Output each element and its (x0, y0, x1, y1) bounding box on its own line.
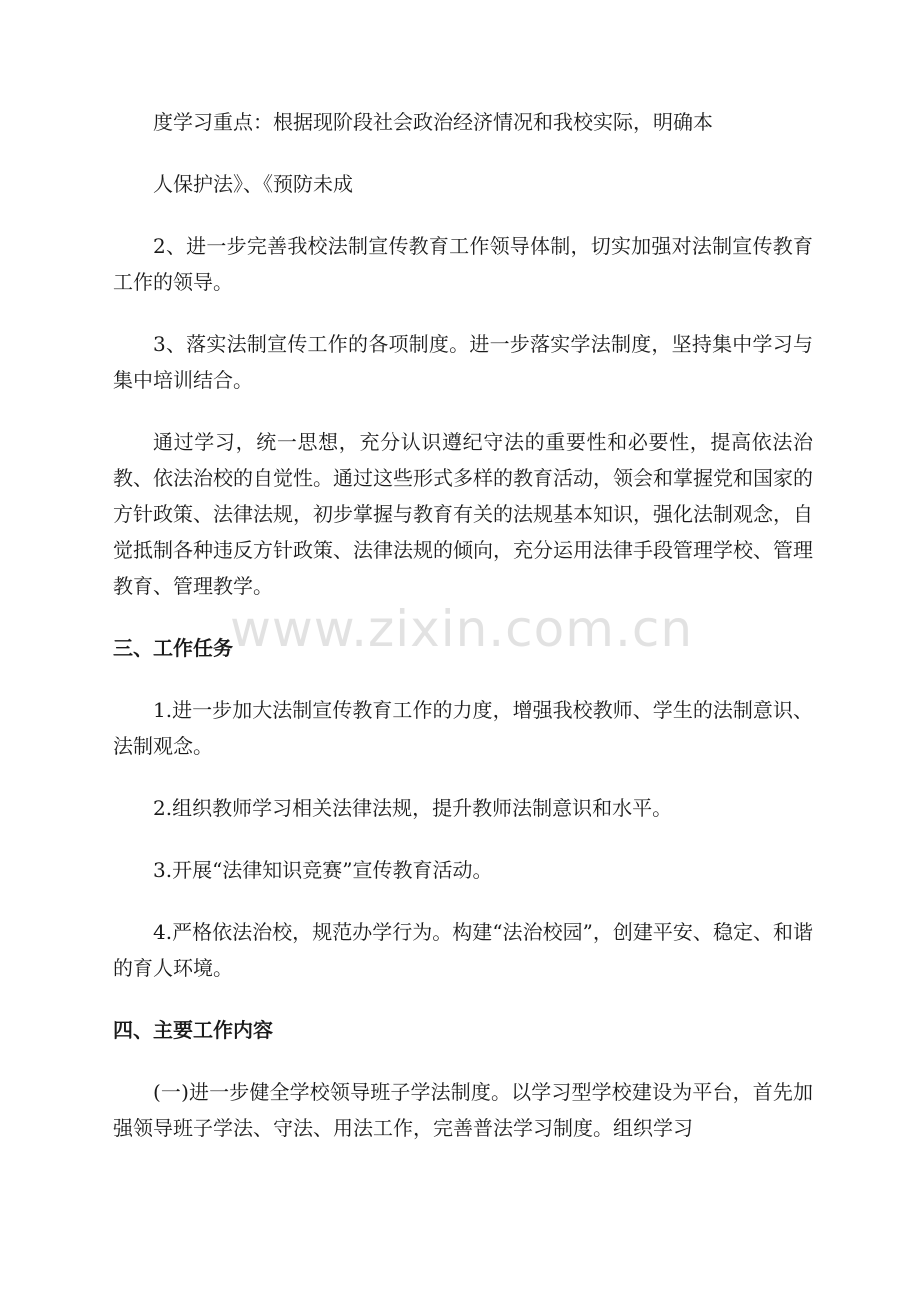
paragraph-leadership-system: 2、进一步完善我校法制宣传教育工作领导体制，切实加强对法制宣传教育工作的领导。 (113, 234, 813, 294)
paragraph-protection-law: 人保护法》、《预防未成 (153, 172, 353, 196)
task-item-4: 4.严格依法治校，规范办学行为。构建“法治校园”，创建平安、稳定、和谐的育人环境。 (113, 920, 813, 980)
paragraph-study-focus: 度学习重点：根据现阶段社会政治经济情况和我校实际，明确本 (153, 110, 713, 134)
section-heading-tasks: 三、工作任务 (113, 636, 233, 660)
task-item-1: 1.进一步加大法制宣传教育工作的力度，增强我校教师、学生的法制意识、法制观念。 (113, 698, 813, 758)
task-item-2: 2.组织教师学习相关法律法规，提升教师法制意识和水平。 (153, 796, 673, 820)
paragraph-through-study: 通过学习，统一思想，充分认识遵纪守法的重要性和必要性，提高依法治教、依法治校的自觉性。通过这些形式多样的教育活动，领会和掌握党和国家的方针政策、法律法规，初步掌握与教育有关的法规基本知识，强化法制观念，自觉抵制各种违反方针政策、法律法规的倾向，充分运用法律手段管理学校、管理教育、管理教学。 (113, 430, 813, 598)
content-item-1: (一)进一步健全学校领导班子学法制度。以学习型学校建设为平台，首先加强领导班子学法、守法、用法工作，完善普法学习制度。组织学习 (113, 1080, 813, 1140)
document-page (113, 104, 813, 1146)
task-item-3: 3.开展“法律知识竞赛”宣传教育活动。 (153, 858, 493, 882)
section-heading-main-content: 四、主要工作内容 (113, 1018, 273, 1042)
watermark-text: www.zixin.com.cn (230, 600, 694, 658)
paragraph-implement-system: 3、落实法制宣传工作的各项制度。进一步落实学法制度，坚持集中学习与集中培训结合。 (113, 332, 813, 392)
